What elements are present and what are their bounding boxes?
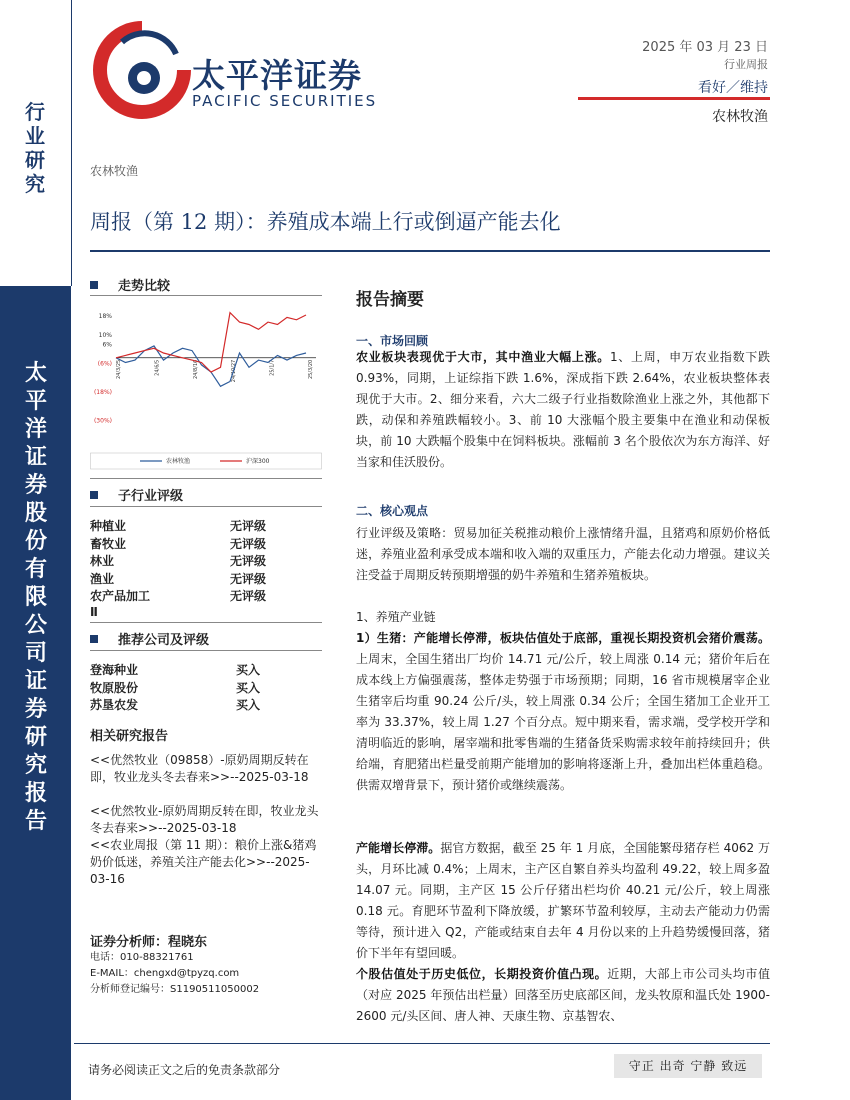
series-line-1 [116, 313, 306, 372]
rating-underline [578, 97, 770, 100]
analyst-registration: 分析师登记编号：S1190511050002 [90, 984, 260, 995]
x-tick-label: 24/10/27 [231, 359, 238, 383]
y-tick-label: 6% [102, 341, 112, 349]
divider [90, 506, 322, 507]
sub-rating-name: 畜牧业 [90, 536, 127, 551]
sub-rating-value: 无评级 [230, 536, 267, 551]
related-report[interactable]: <<优然牧业（09858）-原奶周期反转在即，牧业龙头冬去春来>>--2025-03-18 [90, 753, 309, 784]
y-tick-label: (30%) [93, 417, 112, 425]
lead-text: 农业板块表现优于大市，其中渔业大幅上涨。 [356, 350, 610, 364]
related-report[interactable]: <<农业周报（第 11 期）：粮价上涨&猪鸡奶价低迷，养殖关注产能去化>>--2025-03-16 [90, 838, 317, 886]
y-tick-label: (18%) [93, 389, 112, 396]
y-tick-label: 10% [98, 332, 112, 339]
title-divider [90, 250, 770, 252]
y-tick-label: 18% [98, 313, 112, 320]
legend-box [91, 453, 322, 469]
analyst-phone: 电话：010-88321761 [90, 952, 194, 963]
lead-text: 产能增长停滞。 [356, 841, 441, 855]
legend-label: 农林牧渔 [166, 458, 191, 465]
analyst-name: 证券分析师：程晓东 [90, 935, 208, 950]
body-text: 据官方数据，截至 25 年 1 月底，全国能繁母猪存栏 4062 万头，月环比减 0.4%；上周末，主产区自繁自养头均盈利 49.22，较上周多盈 14.07 元。同期，主产区 15 公斤仔猪出栏均价 40.21 元/公斤，较上周涨 0.18 元。育肥环节盈利下降放缓，扩繁环节盈利较厚，主动去产能动力仍需等待，预计进入 Q2，产能或结束自去年 4 月份以来的上升趋势缓慢回落，猪价下半年有望回暖。 [356, 841, 770, 960]
sub-rating-name: 种植业 [90, 519, 127, 533]
sidebar-bottom [0, 286, 71, 1100]
hog-paragraph [356, 628, 770, 796]
company-logo [92, 20, 382, 120]
rec-rating: 买入 [236, 698, 261, 712]
divider [90, 622, 322, 623]
section-heading: 一、市场回顾 [356, 334, 429, 348]
subsection-label: 1、养殖产业链 [356, 610, 436, 624]
report-type: 行业周报 [724, 58, 768, 71]
disclaimer-text: 请务必阅读正文之后的免责条款部分 [88, 1063, 281, 1077]
rec-heading-label: 推荐公司及评级 [118, 633, 210, 648]
lead-text: 1）生猪：产能增长停滞，板块估值处于底部，重视长期投资机会猪价震荡。 [356, 631, 770, 645]
rec-heading [90, 629, 209, 648]
sidebar-top-label: 行业研究 [25, 100, 45, 196]
footer-divider [74, 1043, 770, 1044]
analyst-email[interactable]: E-MAIL：chengxd@tpyzq.com [90, 968, 240, 979]
section-heading: 二、核心观点 [356, 504, 429, 518]
x-tick-label: 24/8/16 [192, 359, 199, 380]
square-bullet-icon [90, 491, 98, 499]
body-text: 上周末，全国生猪出厂均价 14.71 元/公斤，较上周涨 0.14 元；猪价年后在成本线上方偏强震荡，整体走势强于市场预期；同期，16 省市规模屠宰企业生猪宰后均重 90.24 公斤/头，较上周涨 0.34 公斤；全国生猪加工企业开工率为 33.37%，较上周 1.27 个百分点。短中期来看，需求端，受学校开学和清明临近的影响，屠宰端和批零售端的生猪备货采购需求较年前持续回升；供给端，育肥猪出栏量受前期产能增加的影响将逐渐上升，叠加出栏体重趋稳。供需双增背景下，预计猪价或继续震荡。 [356, 652, 770, 792]
market-review-paragraph [356, 347, 770, 473]
rec-rating: 买入 [236, 663, 261, 677]
related-report[interactable]: <<优然牧业-原奶周期反转在即，牧业龙头冬去春来>>--2025-03-18 [90, 804, 319, 835]
divider [90, 295, 322, 296]
sub-rating-name: 渔业 [90, 571, 115, 586]
body-text: 1、上周，申万农业指数下跌 0.93%，同期，上证综指下跌 1.6%，深成指下跌 2.64%，农业板块整体表现优于大市。2、细分来看，六大二级子行业指数除渔业上涨之外，其他都下跌，动保和养殖跌幅较小。3、前 10 大涨幅个股主要集中在渔业和动保板块，前 10 大跌幅个股集中在饲料板块。涨幅前 3 名个股依次为东方海洋、好当家和佳沃股份。 [356, 350, 770, 469]
related-heading: 相关研究报告 [90, 729, 169, 744]
sub-rating-value: 无评级 [230, 589, 267, 603]
series-line-0 [116, 346, 306, 386]
sub-rating-name: Ⅱ [90, 604, 98, 619]
valuation-paragraph [356, 964, 770, 1027]
x-tick-label: 25/1/7 [269, 359, 276, 376]
y-tick-label: (6%) [97, 360, 112, 368]
sub-rating-heading-label: 子行业评级 [118, 489, 184, 504]
sidebar-top [0, 0, 72, 286]
logo-cn-text: 太平洋证券 [192, 56, 362, 95]
trend-heading-label: 走势比较 [118, 279, 171, 294]
logo-mark-icon [92, 20, 192, 120]
breadcrumb: 农林牧渔 [90, 164, 139, 178]
sub-rating-name: 农产品加工 [90, 589, 151, 603]
x-tick-label: 25/3/20 [308, 359, 314, 380]
square-bullet-icon [90, 281, 98, 289]
report-date: 2025 年 03 月 23 日 [642, 40, 768, 55]
sub-rating-heading [90, 485, 183, 504]
rec-company[interactable]: 登海种业 [90, 663, 139, 677]
strategy-paragraph: 行业评级及策略：贸易加征关税推动粮价上涨情绪升温，且猪鸡和原奶价格低迷，养殖业盈利承受成本端和收入端的双重压力，产能去化动力增强。建议关注受益于周期反转预期增强的奶牛养殖和生猪养殖板块。 [356, 526, 770, 582]
industry-name: 农林牧渔 [712, 109, 768, 125]
sub-rating-value: 无评级 [230, 571, 267, 586]
logo-en-text: PACIFIC SECURITIES [192, 92, 378, 110]
summary-heading: 报告摘要 [356, 290, 424, 310]
rec-company[interactable]: 牧原股份 [90, 680, 139, 695]
industry-rating: 看好／维持 [698, 80, 768, 96]
trend-chart [90, 305, 322, 471]
page-title: 周报（第 12 期）：养殖成本端上行或倒逼产能去化 [90, 210, 561, 234]
lead-text: 个股估值处于历史低位，长期投资价值凸现。 [356, 967, 608, 981]
sub-rating-value: 无评级 [230, 554, 267, 568]
legend-label: 沪深300 [246, 458, 270, 465]
divider [90, 478, 322, 479]
divider [90, 650, 322, 651]
sidebar-bottom-label: 太平洋证券股份有限公司证券研究报告 [24, 361, 47, 834]
rec-rating: 买入 [236, 680, 261, 695]
company-motto: 守正 出奇 宁静 致远 [614, 1054, 762, 1078]
sub-rating-value: 无评级 [230, 519, 267, 533]
x-tick-label: 24/6/5 [154, 359, 161, 376]
capacity-paragraph [356, 838, 770, 964]
sub-rating-name: 林业 [90, 554, 115, 568]
body-text: 近期，大部上市公司头均市值（对应 2025 年预估出栏量）回落至历史底部区间，龙头牧原和温氏处 1900-2600 元/头区间、唐人神、天康生物、京基智农、 [356, 967, 770, 1023]
trend-heading [90, 275, 170, 294]
rec-company[interactable]: 苏垦农发 [90, 698, 139, 712]
x-tick-label: 24/3/25 [116, 359, 122, 380]
square-bullet-icon [90, 635, 98, 643]
